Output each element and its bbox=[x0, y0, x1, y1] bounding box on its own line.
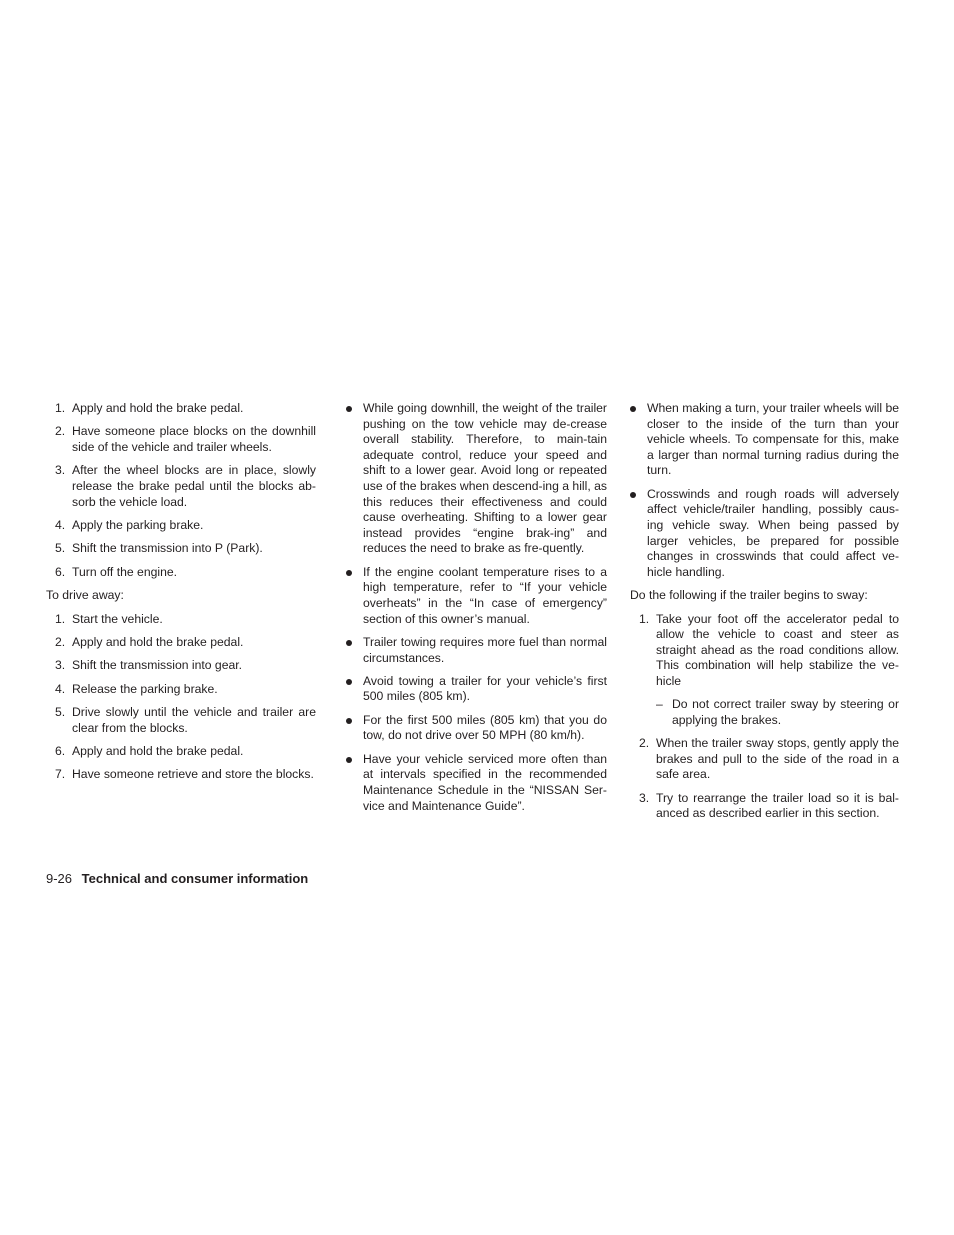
column-right bbox=[630, 401, 899, 830]
item-text: Start the vehicle. bbox=[72, 611, 163, 626]
bullet-item bbox=[346, 635, 607, 666]
page-number: 9-26 bbox=[46, 871, 73, 886]
list-item bbox=[46, 744, 316, 760]
column-left bbox=[46, 401, 316, 791]
bullet-item bbox=[346, 401, 607, 557]
list-item bbox=[46, 612, 316, 628]
item-text: Release the parking brake. bbox=[72, 681, 218, 696]
list-item bbox=[46, 767, 316, 783]
bullet-item bbox=[346, 752, 607, 814]
bullet-text: For the first 500 miles (805 km) that you do tow, do not drive over 50 MPH (80 km/h). bbox=[363, 712, 607, 743]
item-number: 1. bbox=[55, 401, 66, 415]
bullet-item bbox=[630, 487, 899, 581]
bullet-icon bbox=[346, 635, 363, 666]
item-text: Turn off the engine. bbox=[72, 564, 178, 579]
item-number: 7. bbox=[55, 767, 66, 782]
item-number: 3. bbox=[639, 790, 650, 805]
item-text: Apply and hold the brake pedal. bbox=[72, 401, 244, 415]
item-number: 2. bbox=[55, 634, 66, 649]
list-item bbox=[630, 612, 899, 690]
item-text: Take your foot off the accelerator pedal to allow the vehicle to coast and steer as straight ahead as the road conditions allow. This combination will help stabilize the ve-hicle bbox=[656, 611, 899, 688]
bullet-text: When making a turn, your trailer wheels will be closer to the inside of the turn than your vehicle wheels. To compensate for this, make a larger than normal turning radius during the turn. bbox=[647, 401, 899, 478]
sub-list-item bbox=[656, 697, 899, 728]
dash-marker: – bbox=[656, 697, 663, 712]
list-item bbox=[630, 736, 899, 783]
bullet-item bbox=[630, 401, 899, 479]
bullet-text: Crosswinds and rough roads will adversely affect vehicle/trailer handling, possibly caus-ing vehicle sway. When being passed by larger vehicles, be prepared for possible changes in crosswinds that could affect ve-hicle handling. bbox=[647, 486, 899, 579]
bullet-item bbox=[346, 713, 607, 744]
bullet-icon bbox=[346, 565, 363, 627]
list-item bbox=[46, 541, 316, 557]
list-item bbox=[46, 518, 316, 534]
sub-item-text: Do not correct trailer sway by steering or applying the brakes. bbox=[672, 697, 899, 727]
item-text: When the trailer sway stops, gently apply the brakes and pull to the side of the road in a safe area. bbox=[656, 736, 899, 782]
item-number: 3. bbox=[55, 658, 66, 673]
item-text: Drive slowly until the vehicle and trailer are clear from the blocks. bbox=[72, 705, 316, 735]
section-title: Technical and consumer information bbox=[81, 871, 309, 886]
list-item bbox=[46, 401, 316, 417]
list-item bbox=[46, 424, 316, 455]
item-text: After the wheel blocks are in place, slowly release the brake pedal until the blocks ab-sorb the vehicle load. bbox=[72, 463, 316, 509]
bullet-icon bbox=[630, 401, 647, 479]
list-item bbox=[46, 463, 316, 510]
bullet-text: Trailer towing requires more fuel than normal circumstances. bbox=[363, 634, 607, 665]
drive-away-heading: To drive away: bbox=[46, 588, 124, 603]
item-number: 4. bbox=[55, 517, 66, 532]
item-number: 2. bbox=[639, 736, 650, 751]
list-item bbox=[46, 635, 316, 651]
page-footer bbox=[46, 871, 308, 887]
bullet-icon bbox=[346, 713, 363, 744]
item-number: 1. bbox=[639, 611, 650, 626]
item-number: 3. bbox=[55, 463, 66, 478]
item-number: 2. bbox=[55, 424, 66, 439]
item-number: 6. bbox=[55, 744, 66, 759]
bullet-text: Avoid towing a trailer for your vehicle’s first 500 miles (805 km). bbox=[363, 673, 607, 704]
item-text: Have someone retrieve and store the blocks. bbox=[72, 767, 314, 782]
item-text: Shift the transmission into P (Park). bbox=[72, 541, 263, 556]
bullet-text: While going downhill, the weight of the trailer pushing on the tow vehicle may de-crease overall stability. Therefore, to main-tain adequate control, reduce your speed and shift to a lower gear. Avoid long or repeated use of the brakes when descend-ing a hill, as this reduces their effectiveness and could cause overheating. Shifting to a lower gear instead provides “engine brak-ing” and reduces the need to brake as fre-quently. bbox=[363, 401, 607, 556]
bullet-icon bbox=[346, 401, 363, 557]
item-number: 1. bbox=[55, 611, 66, 626]
list-item bbox=[46, 682, 316, 698]
list-item bbox=[46, 705, 316, 736]
item-text: Shift the transmission into gear. bbox=[72, 658, 243, 673]
bullet-icon bbox=[346, 752, 363, 814]
item-number: 5. bbox=[55, 705, 66, 720]
bullet-item bbox=[346, 674, 607, 705]
bullet-icon bbox=[346, 674, 363, 705]
bullet-text: Have your vehicle serviced more often than at intervals specified in the recommended Maintenance Schedule in the “NISSAN Ser-vice and Maintenance Guide”. bbox=[363, 751, 607, 813]
list-item bbox=[46, 658, 316, 674]
item-text: Apply and hold the brake pedal. bbox=[72, 634, 244, 649]
item-number: 4. bbox=[55, 681, 66, 696]
sway-intro: Do the following if the trailer begins to sway: bbox=[630, 588, 868, 603]
item-text: Apply the parking brake. bbox=[72, 517, 204, 532]
list-item bbox=[630, 791, 899, 822]
item-text: Try to rearrange the trailer load so it is bal-anced as described earlier in this section. bbox=[656, 790, 899, 821]
item-number: 5. bbox=[55, 541, 66, 556]
item-number: 6. bbox=[55, 564, 66, 579]
bullet-item bbox=[346, 565, 607, 627]
list-item bbox=[46, 565, 316, 581]
item-text: Apply and hold the brake pedal. bbox=[72, 744, 244, 759]
bullet-text: If the engine coolant temperature rises to a high temperature, refer to “If your vehicle overheats” in the “In case of emergency” section of this owner’s manual. bbox=[363, 564, 607, 626]
column-middle bbox=[346, 401, 607, 822]
item-text: Have someone place blocks on the downhill side of the vehicle and trailer wheels. bbox=[72, 424, 316, 454]
bullet-icon bbox=[630, 487, 647, 581]
